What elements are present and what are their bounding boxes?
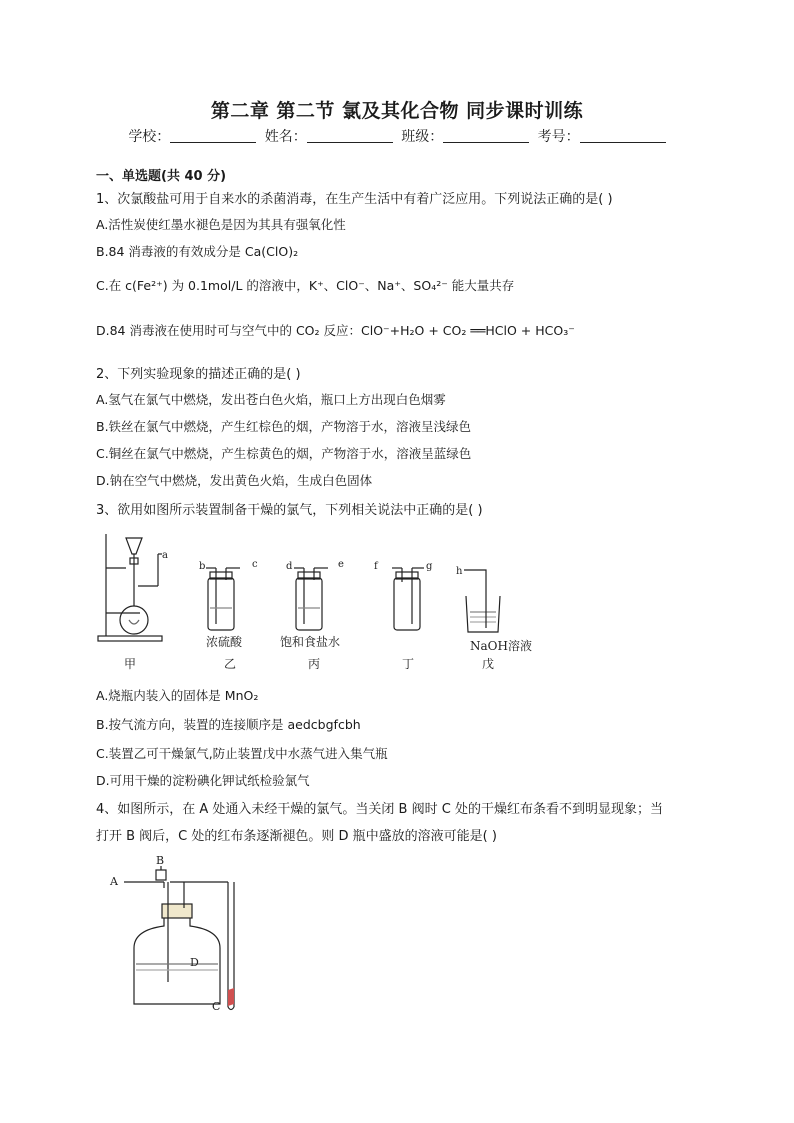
apparatus-jia bbox=[98, 534, 162, 641]
port-g: g bbox=[426, 561, 433, 572]
question-4-stem-line-1: 4、如图所示，在 A 处通入未经干燥的氯气。当关闭 B 阀时 C 处的干燥红布条看不到明显现象；当 bbox=[96, 802, 663, 817]
port-e: e bbox=[338, 559, 344, 570]
reagent-conc-h2so4: 浓硫酸 bbox=[206, 635, 243, 649]
question-3-option-b: B.按气流方向，装置的连接顺序是 aedcbgfcbh bbox=[96, 717, 361, 732]
question-2-stem: 2、下列实验现象的描述正确的是( ) bbox=[96, 367, 301, 382]
label-c: C bbox=[212, 1000, 221, 1013]
apparatus-wu bbox=[464, 570, 500, 632]
port-c: c bbox=[252, 559, 258, 570]
apparatus-yi bbox=[206, 568, 240, 630]
port-b: b bbox=[199, 561, 206, 572]
question-1-stem: 1、次氯酸盐可用于自来水的杀菌消毒，在生产生活中有着广泛应用。下列说法正确的是( ) bbox=[96, 192, 613, 207]
question-1-option-a: A.活性炭使红墨水褪色是因为其具有强氧化性 bbox=[96, 217, 346, 232]
student-info-line bbox=[0, 126, 794, 146]
question-3-option-a: A.烧瓶内装入的固体是 MnO₂ bbox=[96, 688, 259, 703]
caption-wu: 戊 bbox=[482, 657, 495, 671]
label-a: A bbox=[110, 875, 118, 888]
page-title: 第二章 第二节 氯及其化合物 同步课时训练 bbox=[210, 100, 584, 122]
question-1-option-d: D.84 消毒液在使用时可与空气中的 CO₂ 反应：ClO⁻+H₂O + CO₂ ══HClO + HCO₃⁻ bbox=[96, 323, 575, 338]
school-blank[interactable] bbox=[170, 128, 256, 143]
caption-ding: 丁 bbox=[402, 657, 415, 671]
exam-no-blank[interactable] bbox=[580, 128, 666, 143]
wash-bottle-figure bbox=[104, 852, 264, 1014]
port-d: d bbox=[286, 561, 293, 572]
section-title: 一、单选题(共 40 分) bbox=[96, 169, 227, 184]
question-2-option-a: A.氢气在氯气中燃烧，发出苍白色火焰，瓶口上方出现白色烟雾 bbox=[96, 392, 446, 407]
exam-no-label: 考号： bbox=[537, 129, 580, 145]
name-label: 姓名： bbox=[264, 129, 307, 145]
school-label: 学校： bbox=[128, 129, 171, 145]
caption-jia: 甲 bbox=[124, 657, 137, 671]
question-2-option-d: D.钠在空气中燃烧，发出黄色火焰，生成白色固体 bbox=[96, 473, 373, 488]
question-1-option-b: B.84 消毒液的有效成分是 Ca(ClO)₂ bbox=[96, 244, 299, 259]
question-4-stem-line-2: 打开 B 阀后，C 处的红布条逐渐褪色。则 D 瓶中盛放的溶液可能是( ) bbox=[96, 829, 497, 844]
question-3-stem: 3、欲用如图所示装置制备干燥的氯气，下列相关说法中正确的是( ) bbox=[96, 503, 483, 518]
class-label: 班级： bbox=[401, 129, 444, 145]
caption-bing: 丙 bbox=[308, 657, 321, 671]
apparatus-bing bbox=[294, 568, 328, 630]
port-f: f bbox=[374, 561, 378, 572]
reagent-naoh: NaOH溶液 bbox=[470, 639, 532, 653]
apparatus-figure bbox=[96, 528, 556, 673]
label-b: B bbox=[156, 854, 165, 867]
question-1-option-c: C.在 c(Fe²⁺) 为 0.1mol/L 的溶液中，K⁺、ClO⁻、Na⁺、SO₄²⁻ 能大量共存 bbox=[96, 278, 515, 293]
caption-yi: 乙 bbox=[224, 657, 237, 671]
name-blank[interactable] bbox=[307, 128, 393, 143]
port-h: h bbox=[456, 566, 463, 577]
question-3-option-d: D.可用干燥的淀粉碘化钾试纸检验氯气 bbox=[96, 773, 310, 788]
label-d: D bbox=[190, 956, 199, 969]
class-blank[interactable] bbox=[443, 128, 529, 143]
question-2-option-c: C.铜丝在氯气中燃烧，产生棕黄色的烟，产物溶于水，溶液呈蓝绿色 bbox=[96, 446, 472, 461]
port-a: a bbox=[162, 550, 168, 561]
apparatus-ding bbox=[392, 568, 424, 630]
question-3-option-c: C.装置乙可干燥氯气,防止装置戊中水蒸气进入集气瓶 bbox=[96, 746, 388, 761]
reagent-sat-nacl: 饱和食盐水 bbox=[280, 635, 341, 649]
question-2-option-b: B.铁丝在氯气中燃烧，产生红棕色的烟，产物溶于水，溶液呈浅绿色 bbox=[96, 419, 472, 434]
